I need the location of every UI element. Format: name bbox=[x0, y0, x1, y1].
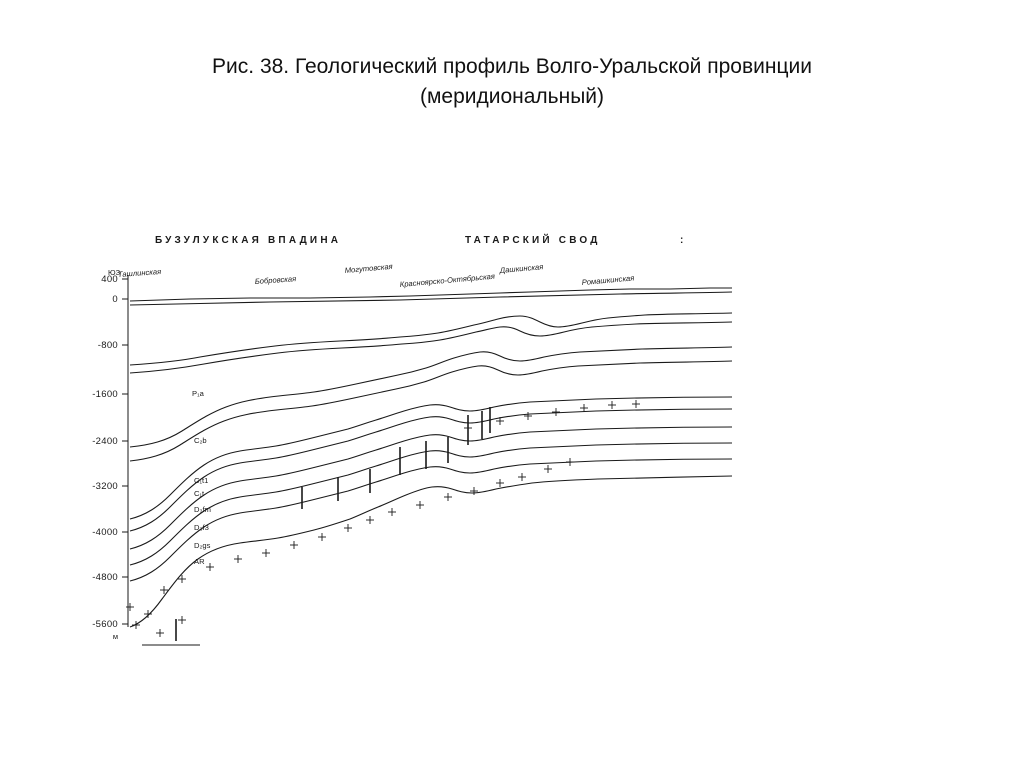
field-label-krasnoyarsko-oktyabrskaya: Красноярско-Октябрьская bbox=[399, 271, 496, 289]
axis-tick-label-3200: -3200 bbox=[92, 481, 118, 492]
horizon-c2b bbox=[130, 347, 732, 447]
horizon-p1a bbox=[130, 313, 732, 365]
strat-label-d2gs: D₂gs bbox=[194, 541, 211, 550]
field-label-tashlinskaya: Ташлинская bbox=[117, 266, 162, 279]
horizon-ar-basement bbox=[130, 476, 732, 627]
axis-tick-label-5600: -5600 bbox=[92, 619, 118, 630]
plus-mark bbox=[544, 465, 552, 473]
geological-cross-section-figure bbox=[70, 215, 750, 675]
strat-label-d3fm: D₃fm bbox=[194, 505, 212, 514]
axis-tick-label-800: -800 bbox=[97, 340, 118, 351]
field-label-dashkinskaya: Дашкинская bbox=[499, 262, 544, 275]
geo-profile-svg bbox=[70, 215, 750, 675]
region-labels-group bbox=[155, 233, 687, 246]
plus-mark bbox=[262, 549, 270, 557]
page-title-line-2: (меридиональный) bbox=[419, 85, 605, 108]
horizon-p1a-lower bbox=[130, 322, 732, 373]
plus-mark bbox=[318, 533, 326, 541]
strat-label-d3f3: D₃f3 bbox=[194, 523, 209, 532]
plus-mark bbox=[580, 404, 588, 412]
horizon-d3f3 bbox=[130, 443, 732, 565]
plus-mark bbox=[388, 508, 396, 516]
plus-mark bbox=[552, 408, 560, 416]
plus-mark bbox=[234, 555, 242, 563]
field-label-bobrovskaya: Бобровская bbox=[254, 274, 297, 286]
plus-mark bbox=[524, 412, 532, 420]
strat-label-c1t: C₁t bbox=[194, 489, 205, 498]
axis-tick-label-4800: -4800 bbox=[92, 572, 118, 583]
plus-mark bbox=[496, 479, 504, 487]
axis-tick-label-4000: -4000 bbox=[92, 527, 118, 538]
field-label-romashkinskaya: Ромашкинская bbox=[581, 273, 635, 287]
axis-unit-label: м bbox=[112, 632, 118, 641]
axis-tick-label-400: 400 bbox=[101, 274, 118, 285]
page-title-line-1: Рис. 38. Геологический профиль Волго-Уральской провинции bbox=[212, 55, 812, 78]
plus-mark bbox=[518, 473, 526, 481]
strat-label-p1a: P₁a bbox=[192, 389, 204, 398]
plus-mark bbox=[206, 563, 214, 571]
plus-mark bbox=[144, 610, 152, 618]
depth-axis bbox=[92, 274, 128, 641]
axis-tick-label-2400: -2400 bbox=[92, 436, 118, 447]
strat-label-c1t1: C₁t1 bbox=[194, 476, 209, 485]
axis-tick-label-1600: -1600 bbox=[92, 389, 118, 400]
direction-label-sw: ЮЗ bbox=[108, 268, 121, 277]
region-label-tatar: ТАТАРСКИЙ СВОД bbox=[465, 235, 601, 246]
field-labels-group bbox=[118, 262, 635, 289]
horizon-c1t1 bbox=[130, 397, 732, 519]
plus-mark bbox=[470, 487, 478, 495]
plus-mark bbox=[178, 616, 186, 624]
horizon-d2gs bbox=[130, 459, 732, 581]
plus-mark bbox=[416, 501, 424, 509]
plus-mark bbox=[126, 603, 134, 611]
page-title bbox=[0, 52, 1024, 112]
region-label-marker: : bbox=[680, 235, 687, 246]
plus-mark bbox=[632, 400, 640, 408]
plus-mark bbox=[344, 524, 352, 532]
plus-mark bbox=[156, 629, 164, 637]
plus-mark bbox=[444, 493, 452, 501]
strat-label-ar: AR bbox=[194, 557, 205, 566]
horizon-lines-group bbox=[130, 288, 732, 627]
field-label-mogutovskaya: Могутовская bbox=[344, 261, 394, 275]
horizon-d3fm bbox=[130, 427, 732, 549]
region-label-buzuluk: БУЗУЛУКСКАЯ ВПАДИНА bbox=[155, 235, 342, 246]
horizon-c1t bbox=[130, 409, 732, 531]
plus-mark bbox=[566, 458, 574, 466]
plus-mark bbox=[608, 401, 616, 409]
horizon-c2b-lower bbox=[130, 361, 732, 461]
axis-tick-label-0: 0 bbox=[112, 294, 118, 305]
plus-mark bbox=[366, 516, 374, 524]
strat-label-c2b: C₂b bbox=[194, 436, 207, 445]
plus-mark bbox=[290, 541, 298, 549]
